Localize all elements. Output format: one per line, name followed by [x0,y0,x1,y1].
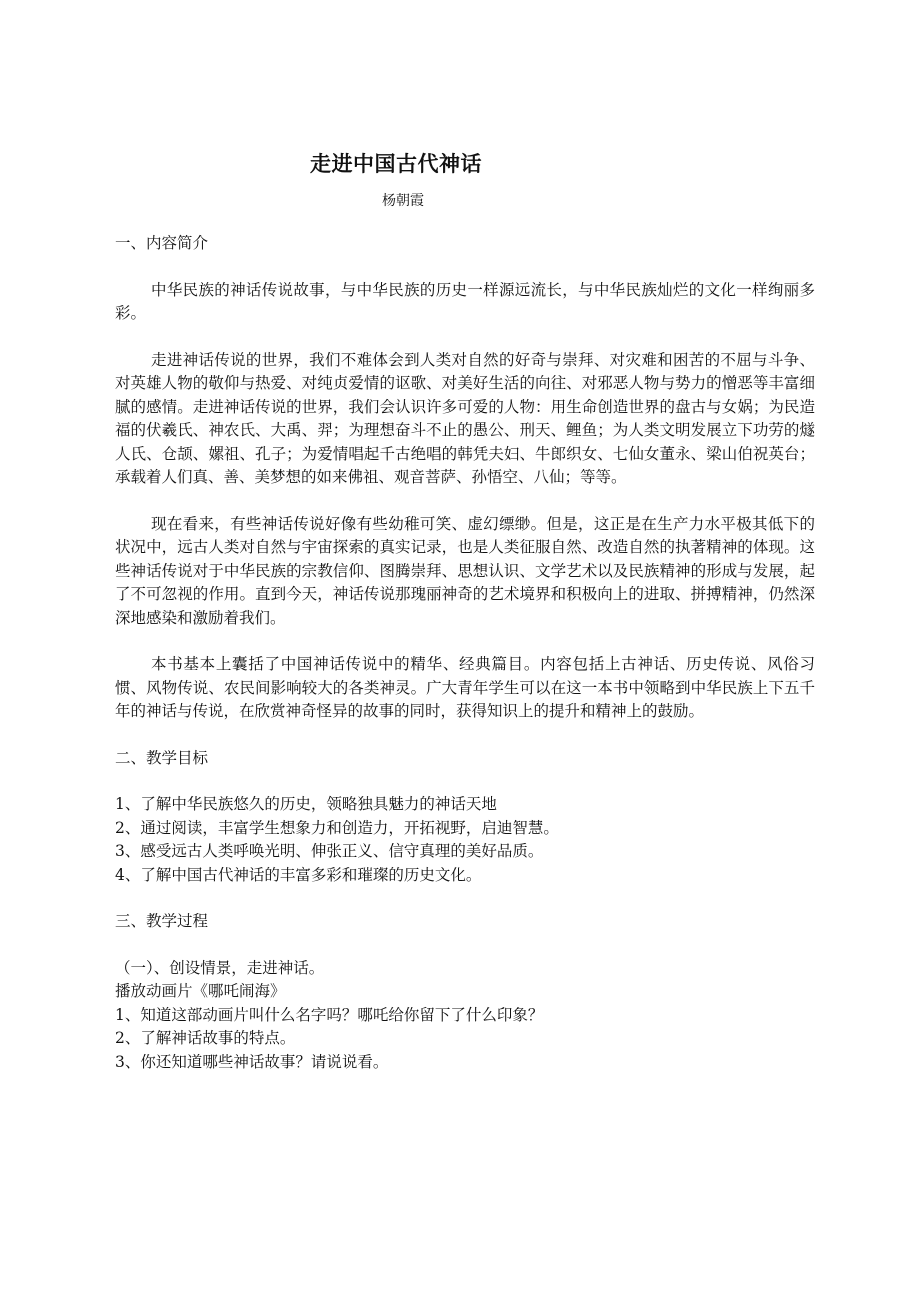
process-list [115,957,815,1075]
process-question-3: 3、你还知道哪些神话故事？请说说看。 [115,1052,389,1071]
intro-paragraph-4: 本书基本上囊括了中国神话传说中的精华、经典篇目。内容包括上古神话、历史传说、风俗习惯、风物传说、农民间影响较大的各类神灵。广大青年学生可以在这一本书中领略到中华民族上下五千年的神话与传说，在欣赏神奇怪异的故事的同时，获得知识上的提升和精神上的鼓励。 [115,655,815,720]
process-question-2: 2、了解神话故事的特点。 [115,1029,296,1047]
process-step-heading: （一）、创设情景，走进神话。 [115,958,325,977]
section-heading-goals: 二、教学目标 [115,748,209,767]
goal-item-3: 3、感受远古人类呼唤光明、伸张正义、信守真理的美好品质。 [115,842,544,860]
section-heading-intro: 一、内容简介 [115,234,209,252]
document-body [115,232,815,1097]
goals-list [115,793,815,887]
process-line-video: 播放动画片《哪吒闹海》 [115,982,286,1000]
document-author: 杨朝霞 [382,193,424,209]
goal-item-2: 2、通过阅读，丰富学生想象力和创造力，开拓视野，启迪智慧。 [115,818,559,837]
section-heading-process: 三、教学过程 [115,912,209,930]
goal-item-4: 4、了解中国古代神话的丰富多彩和璀璨的历史文化。 [115,865,482,884]
intro-paragraph-2: 走进神话传说的世界，我们不难体会到人类对自然的好奇与崇拜、对灾难和困苦的不屈与斗争、对英雄人物的敬仰与热爱、对纯贞爱情的讴歌、对美好生活的向往、对邪恶人物与势力的憎恶等丰富细腻的感情。走进神话传说的世界，我们会认识许多可爱的人物：用生命创造世界的盘古与女娲；为民造福的伏羲氏、神农氏、大禹、羿；为理想奋斗不止的愚公、刑天、鲤鱼；为人类文明发展立下功劳的燧人氏、仓颉、嫘祖、孔子；为爱情唱起千古绝唱的韩凭夫妇、牛郎织女、七仙女董永、梁山伯祝英台；承载着人们真、善、美梦想的如来佛祖、观音菩萨、孙悟空、八仙；等等。 [115,350,815,486]
intro-paragraph-1: 中华民族的神话传说故事，与中华民族的历史一样源远流长，与中华民族灿烂的文化一样绚丽多彩。 [115,280,815,322]
goal-item-1: 1、了解中华民族悠久的历史，领略独具魅力的神话天地 [115,795,497,813]
process-question-1: 1、知道这部动画片叫什么名字吗？哪吒给你留下了什么印象？ [115,1005,544,1024]
document-title: 走进中国古代神话 [310,152,482,176]
intro-paragraph-3: 现在看来，有些神话传说好像有些幼稚可笑、虚幻缥缈。但是，这正是在生产力水平极其低下的状况中，远古人类对自然与宇宙探索的真实记录，也是人类征服自然、改造自然的执著精神的体现。这些神话传说对于中华民族的宗教信仰、图腾崇拜、思想认识、文学艺术以及民族精神的形成与发展，起了不可忽视的作用。直到今天，神话传说那瑰丽神奇的艺术境界和积极向上的进取、拼搏精神，仍然深深地感染和激励着我们。 [115,514,815,627]
